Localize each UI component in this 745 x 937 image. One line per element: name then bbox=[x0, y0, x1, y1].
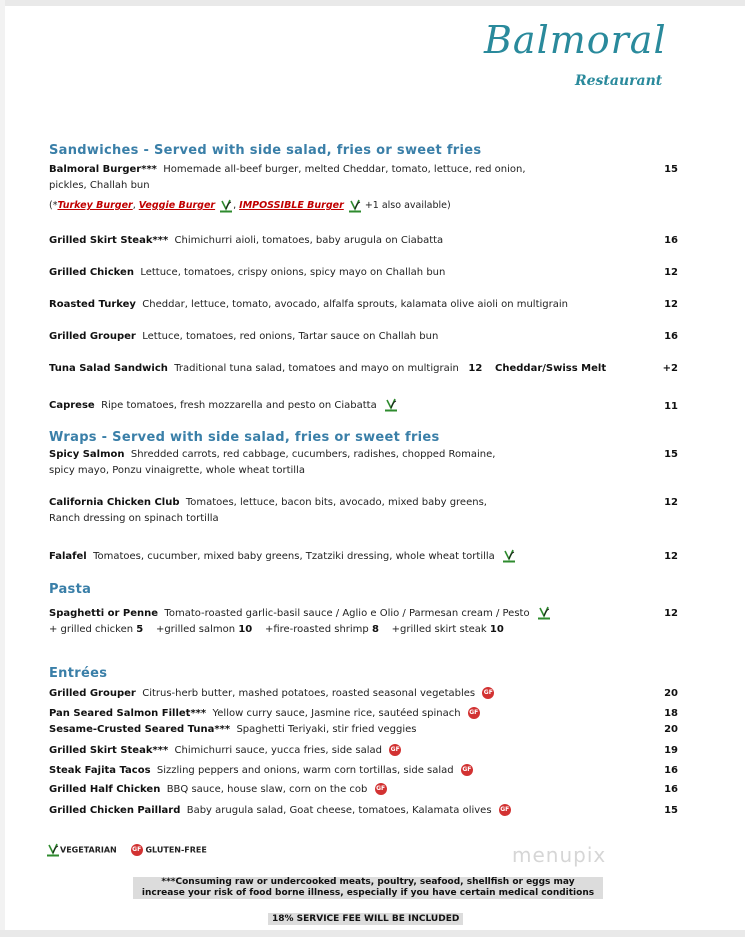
entrees-heading: Entrées bbox=[49, 666, 108, 681]
vegetarian-icon bbox=[348, 199, 362, 213]
item-inline-price: 12 bbox=[468, 363, 483, 374]
item-name: Balmoral Burger*** bbox=[49, 164, 157, 175]
menu-item bbox=[49, 233, 609, 249]
veggie-burger-note: Veggie Burger bbox=[138, 200, 216, 211]
item-description: Tomatoes, lettuce, bacon bits, avocado, mixed baby greens, bbox=[185, 497, 487, 508]
item-name: California Chicken Club bbox=[49, 497, 180, 508]
menu-item bbox=[49, 763, 609, 779]
page-bottom-edge bbox=[0, 930, 745, 937]
menu-item bbox=[49, 495, 609, 527]
item-name: Grilled Chicken bbox=[49, 267, 134, 278]
menu-item bbox=[49, 686, 609, 702]
item-name: Grilled Grouper bbox=[49, 688, 136, 699]
item-name: Grilled Grouper bbox=[49, 331, 136, 342]
addon-label: +grilled salmon bbox=[155, 624, 236, 635]
item-price: 12 bbox=[664, 267, 678, 278]
item-price: 16 bbox=[664, 331, 678, 342]
menu-item bbox=[49, 329, 609, 345]
addon-label: +grilled skirt steak bbox=[391, 624, 487, 635]
food-safety-disclaimer bbox=[133, 877, 603, 899]
sandwiches-heading: Sandwiches - Served with side salad, fries or sweet fries bbox=[49, 143, 482, 158]
item-description: BBQ sauce, house slaw, corn on the cob bbox=[166, 784, 368, 795]
gluten-free-icon: GF bbox=[461, 764, 473, 776]
addon-price: 8 bbox=[371, 624, 379, 635]
impossible-burger-note: IMPOSSIBLE Burger bbox=[239, 200, 344, 211]
disclaimer-line-2: increase your risk of food borne illness, especially if you have certain medical conditions bbox=[141, 888, 595, 898]
vegetarian-icon bbox=[502, 549, 516, 563]
page-left-edge bbox=[0, 0, 5, 937]
item-description: Citrus-herb butter, mashed potatoes, roasted seasonal vegetables bbox=[142, 688, 476, 699]
gluten-free-icon: GF bbox=[389, 744, 401, 756]
item-description: Shredded carrots, red cabbage, cucumbers, radishes, chopped Romaine, bbox=[130, 449, 496, 460]
menu-item bbox=[49, 606, 609, 638]
item-price: 16 bbox=[664, 784, 678, 795]
addon-price: 10 bbox=[238, 624, 253, 635]
item-description: Cheddar, lettuce, tomato, avocado, alfalfa sprouts, kalamata olive aioli on multigrain bbox=[142, 299, 568, 310]
menu-item bbox=[49, 361, 649, 377]
vegetarian-icon bbox=[46, 843, 60, 857]
menu-item bbox=[49, 743, 609, 759]
vegetarian-icon bbox=[537, 606, 551, 620]
note-close: +1 also available) bbox=[364, 200, 451, 211]
item-description-cont: Ranch dressing on spinach tortilla bbox=[49, 513, 219, 524]
pasta-heading: Pasta bbox=[49, 582, 92, 597]
item-description: Ripe tomatoes, fresh mozzarella and pesto on Ciabatta bbox=[101, 400, 377, 411]
menu-item bbox=[49, 162, 609, 194]
logo-name: Balmoral bbox=[484, 18, 667, 62]
addon-label: +fire-roasted shrimp bbox=[264, 624, 369, 635]
menu-item bbox=[49, 447, 609, 479]
restaurant-logo bbox=[484, 18, 674, 98]
item-description-cont: pickles, Challah bun bbox=[49, 180, 150, 191]
menu-item bbox=[49, 265, 609, 281]
logo-subtitle: Restaurant bbox=[575, 73, 663, 89]
item-name: Grilled Half Chicken bbox=[49, 784, 161, 795]
addon-price: 10 bbox=[489, 624, 504, 635]
item-price: 15 bbox=[664, 805, 678, 816]
burger-alternatives-note: (*Turkey Burger, Veggie Burger , IMPOSSIBLE Burger +1 also available) bbox=[49, 200, 451, 211]
item-name: Grilled Skirt Steak*** bbox=[49, 745, 169, 756]
item-name: Falafel bbox=[49, 551, 87, 562]
item-price: 12 bbox=[664, 608, 678, 619]
menu-item bbox=[49, 803, 609, 819]
item-description: Tomatoes, cucumber, mixed baby greens, Tzatziki dressing, whole wheat tortilla bbox=[93, 551, 495, 562]
item-description-cont: spicy mayo, Ponzu vinaigrette, whole wheat tortilla bbox=[49, 465, 305, 476]
wraps-heading: Wraps - Served with side salad, fries or sweet fries bbox=[49, 430, 440, 445]
item-description: Tomato-roasted garlic-basil sauce / Aglio e Olio / Parmesan cream / Pesto bbox=[164, 608, 530, 619]
addon-price: 5 bbox=[136, 624, 144, 635]
item-description: Baby arugula salad, Goat cheese, tomatoes, Kalamata olives bbox=[186, 805, 492, 816]
item-name: Sesame-Crusted Seared Tuna*** bbox=[49, 724, 231, 735]
item-description: Spaghetti Teriyaki, stir fried veggies bbox=[236, 724, 417, 735]
item-name: Spicy Salmon bbox=[49, 449, 125, 460]
legend-gluten-free: GLUTEN-FREE bbox=[145, 845, 207, 855]
item-name: Spaghetti or Penne bbox=[49, 608, 159, 619]
note-open: (* bbox=[49, 200, 58, 211]
item-price: 20 bbox=[664, 688, 678, 699]
item-description: Chimichurri sauce, yucca fries, side salad bbox=[174, 745, 382, 756]
item-description: Traditional tuna salad, tomatoes and mayo on multigrain bbox=[174, 363, 459, 374]
item-price: 18 bbox=[664, 708, 678, 719]
menu-item bbox=[49, 706, 609, 722]
item-description: Sizzling peppers and onions, warm corn tortillas, side salad bbox=[156, 765, 454, 776]
item-price: 12 bbox=[664, 299, 678, 310]
vegetarian-icon bbox=[219, 199, 233, 213]
item-name: Pan Seared Salmon Fillet*** bbox=[49, 708, 207, 719]
service-fee-notice: 18% SERVICE FEE WILL BE INCLUDED bbox=[268, 913, 463, 925]
item-price: 12 bbox=[664, 497, 678, 508]
legend-vegetarian: VEGETARIAN bbox=[60, 845, 117, 855]
item-description: Chimichurri aioli, tomatoes, baby arugula on Ciabatta bbox=[174, 235, 444, 246]
menu-item bbox=[49, 782, 609, 798]
item-name: Tuna Salad Sandwich bbox=[49, 363, 168, 374]
disclaimer-line-1: ***Consuming raw or undercooked meats, poultry, seafood, shellfish or eggs may bbox=[161, 877, 575, 887]
menu-item bbox=[49, 398, 609, 414]
item-description: Homemade all-beef burger, melted Cheddar, tomato, lettuce, red onion, bbox=[163, 164, 526, 175]
item-price: 15 bbox=[664, 164, 678, 175]
item-name: Steak Fajita Tacos bbox=[49, 765, 151, 776]
item-price: 11 bbox=[664, 401, 678, 412]
item-price: 16 bbox=[664, 765, 678, 776]
item-price: 19 bbox=[664, 745, 678, 756]
item-description: Lettuce, tomatoes, red onions, Tartar sauce on Challah bun bbox=[142, 331, 439, 342]
gluten-free-icon: GF bbox=[482, 687, 494, 699]
addon-label: + grilled chicken bbox=[49, 624, 134, 635]
item-name: Grilled Chicken Paillard bbox=[49, 805, 181, 816]
item-addon: Cheddar/Swiss Melt bbox=[495, 363, 607, 374]
item-name: Roasted Turkey bbox=[49, 299, 136, 310]
turkey-burger-note: Turkey Burger bbox=[57, 200, 133, 211]
item-price: 15 bbox=[664, 449, 678, 460]
item-price: 12 bbox=[664, 551, 678, 562]
dietary-legend bbox=[46, 843, 207, 857]
item-price: 20 bbox=[664, 724, 678, 735]
item-name: Caprese bbox=[49, 400, 95, 411]
gluten-free-icon: GF bbox=[468, 707, 480, 719]
menu-item bbox=[49, 297, 609, 313]
menu-item bbox=[49, 549, 609, 565]
watermark: menupix bbox=[512, 843, 607, 867]
item-name: Grilled Skirt Steak*** bbox=[49, 235, 169, 246]
item-addon-price: +2 bbox=[662, 363, 678, 374]
gluten-free-icon: GF bbox=[499, 804, 511, 816]
item-price: 16 bbox=[664, 235, 678, 246]
item-description: Yellow curry sauce, Jasmine rice, sautéed spinach bbox=[212, 708, 461, 719]
gluten-free-icon: GF bbox=[375, 783, 387, 795]
vegetarian-icon bbox=[384, 398, 398, 412]
item-description: Lettuce, tomatoes, crispy onions, spicy mayo on Challah bun bbox=[140, 267, 446, 278]
page-top-edge bbox=[0, 0, 745, 6]
gluten-free-icon: GF bbox=[131, 844, 143, 856]
menu-item bbox=[49, 722, 609, 738]
